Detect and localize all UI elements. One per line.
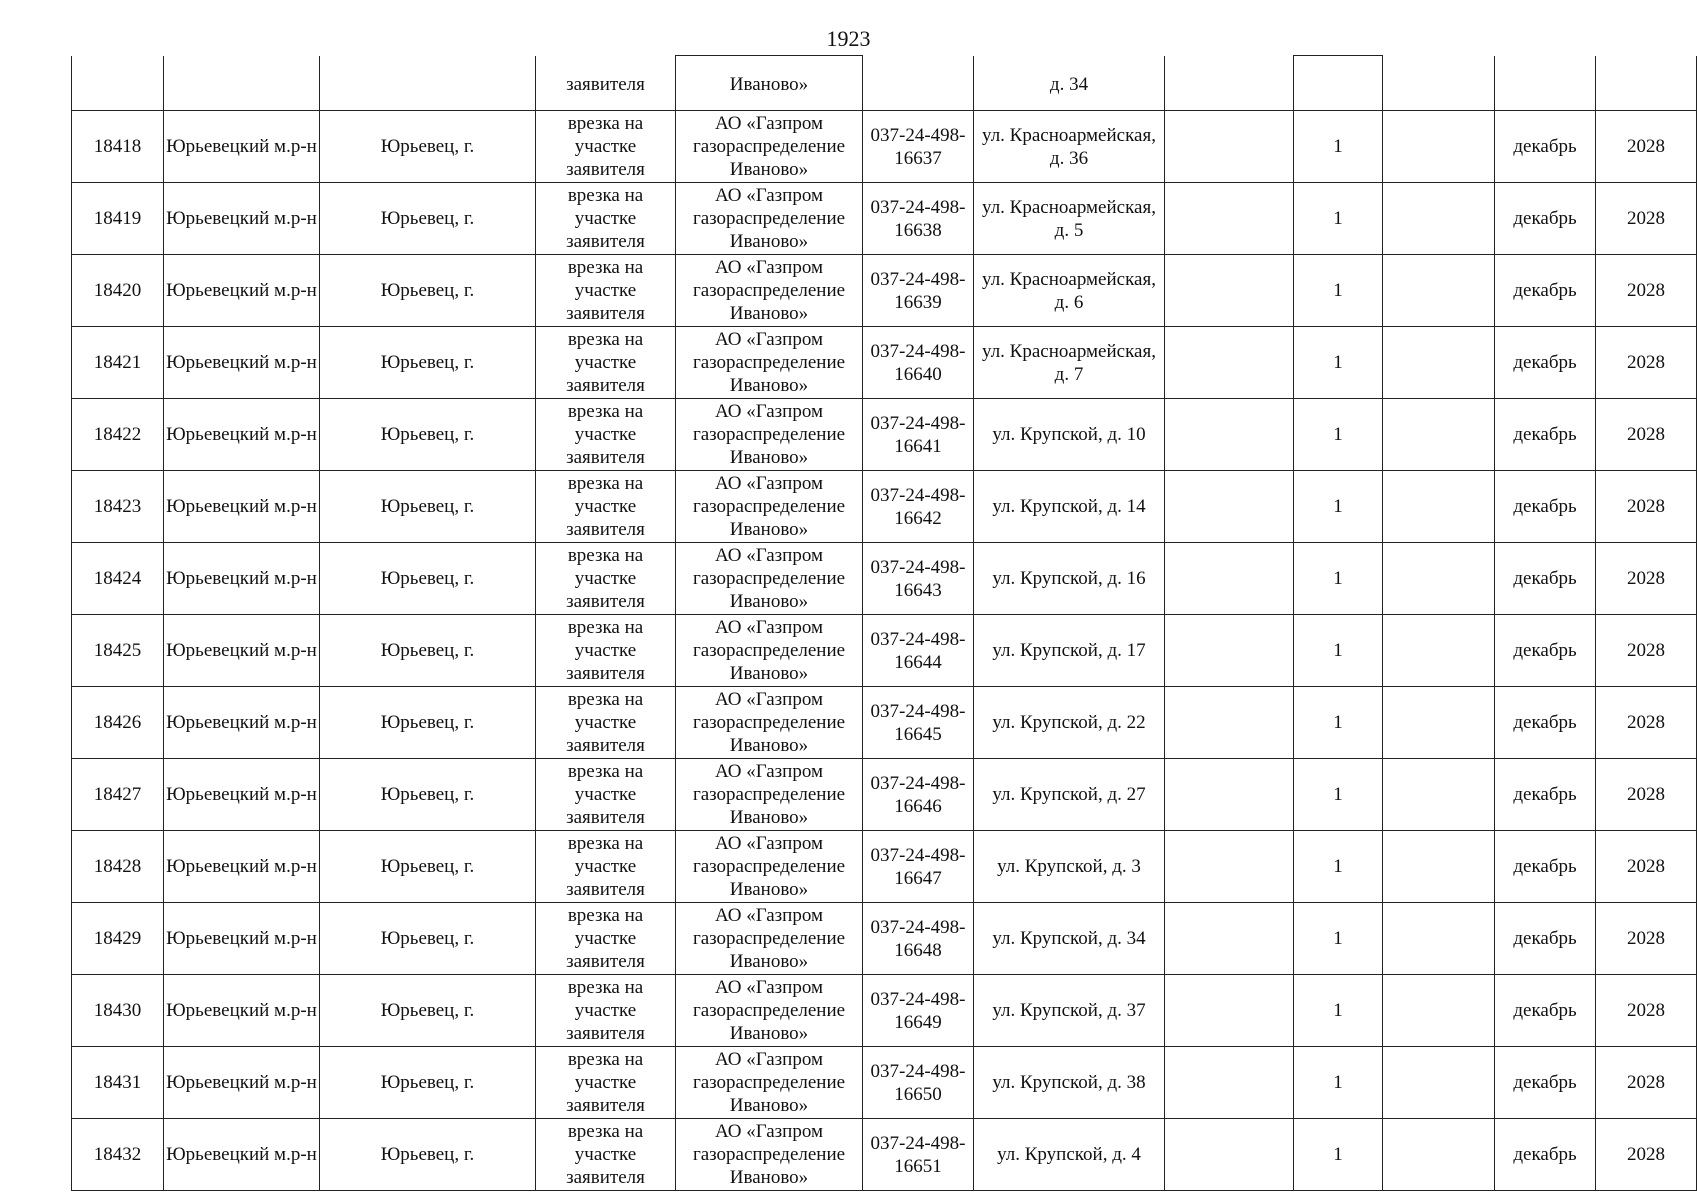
cell-month: декабрь — [1495, 255, 1596, 327]
cell-month: декабрь — [1495, 1119, 1596, 1191]
cell-empty — [1383, 615, 1495, 687]
cell-type: врезка на участке заявителя — [536, 399, 676, 471]
cell-settlement: Юрьевец, г. — [320, 399, 536, 471]
cell-month — [1495, 56, 1596, 111]
cell-empty — [1383, 543, 1495, 615]
cell-district: Юрьевецкий м.р-н — [164, 759, 320, 831]
cell-code: 037-24-498-16648 — [863, 903, 974, 975]
cell-year: 2028 — [1596, 255, 1697, 327]
page-number: 1923 — [826, 26, 871, 51]
cell-settlement: Юрьевец, г. — [320, 1119, 536, 1191]
cell-org: АО «Газпром газораспределение Иваново» — [676, 183, 863, 255]
cell-empty — [1165, 615, 1294, 687]
cell-year: 2028 — [1596, 399, 1697, 471]
cell-month: декабрь — [1495, 615, 1596, 687]
cell-address: ул. Крупской, д. 17 — [974, 615, 1165, 687]
cell-settlement: Юрьевец, г. — [320, 255, 536, 327]
cell-month: декабрь — [1495, 399, 1596, 471]
cell-org: АО «Газпром газораспределение Иваново» — [676, 831, 863, 903]
cell-month: декабрь — [1495, 687, 1596, 759]
cell-code: 037-24-498-16644 — [863, 615, 974, 687]
cell-year: 2028 — [1596, 543, 1697, 615]
cell-address: ул. Крупской, д. 3 — [974, 831, 1165, 903]
cell-empty — [1165, 543, 1294, 615]
cell-settlement: Юрьевец, г. — [320, 687, 536, 759]
cell-no: 18423 — [72, 471, 164, 543]
cell-empty — [1383, 759, 1495, 831]
cell-org: АО «Газпром газораспределение Иваново» — [676, 255, 863, 327]
cell-empty — [1165, 111, 1294, 183]
cell-qty: 1 — [1294, 471, 1383, 543]
cell-year: 2028 — [1596, 903, 1697, 975]
cell-no: 18420 — [72, 255, 164, 327]
cell-qty: 1 — [1294, 759, 1383, 831]
cell-type: врезка на участке заявителя — [536, 1119, 676, 1191]
cell-empty — [1165, 327, 1294, 399]
cell-district: Юрьевецкий м.р-н — [164, 543, 320, 615]
cell-empty — [1383, 111, 1495, 183]
cell-empty — [1383, 183, 1495, 255]
cell-empty — [1165, 687, 1294, 759]
cell-code: 037-24-498-16638 — [863, 183, 974, 255]
cell-month: декабрь — [1495, 975, 1596, 1047]
cell-empty — [1383, 687, 1495, 759]
cell-empty — [1383, 1047, 1495, 1119]
cell-month: декабрь — [1495, 111, 1596, 183]
cell-district: Юрьевецкий м.р-н — [164, 471, 320, 543]
cell-empty — [1165, 56, 1294, 111]
cell-address: ул. Крупской, д. 10 — [974, 399, 1165, 471]
table-row — [72, 255, 1697, 327]
cell-no: 18426 — [72, 687, 164, 759]
cell-qty: 1 — [1294, 111, 1383, 183]
cell-year: 2028 — [1596, 327, 1697, 399]
cell-address: ул. Крупской, д. 27 — [974, 759, 1165, 831]
cell-empty — [1383, 471, 1495, 543]
cell-type: врезка на участке заявителя — [536, 615, 676, 687]
cell-qty — [1294, 56, 1383, 111]
cell-qty: 1 — [1294, 1119, 1383, 1191]
table-body — [72, 56, 1697, 1191]
cell-settlement: Юрьевец, г. — [320, 615, 536, 687]
cell-type: врезка на участке заявителя — [536, 687, 676, 759]
cell-org: АО «Газпром газораспределение Иваново» — [676, 471, 863, 543]
cell-type: врезка на участке заявителя — [536, 975, 676, 1047]
cell-org: АО «Газпром газораспределение Иваново» — [676, 615, 863, 687]
cell-org: АО «Газпром газораспределение Иваново» — [676, 111, 863, 183]
cell-settlement: Юрьевец, г. — [320, 831, 536, 903]
cell-district: Юрьевецкий м.р-н — [164, 975, 320, 1047]
cell-year: 2028 — [1596, 975, 1697, 1047]
cell-district: Юрьевецкий м.р-н — [164, 687, 320, 759]
table-row — [72, 111, 1697, 183]
cell-org: АО «Газпром газораспределение Иваново» — [676, 975, 863, 1047]
cell-code: 037-24-498-16647 — [863, 831, 974, 903]
cell-district: Юрьевецкий м.р-н — [164, 399, 320, 471]
cell-month: декабрь — [1495, 831, 1596, 903]
cell-code — [863, 56, 974, 111]
cell-no: 18422 — [72, 399, 164, 471]
table-row — [72, 471, 1697, 543]
cell-district: Юрьевецкий м.р-н — [164, 183, 320, 255]
cell-address: ул. Красноармейская, д. 5 — [974, 183, 1165, 255]
cell-settlement: Юрьевец, г. — [320, 471, 536, 543]
cell-address: д. 34 — [974, 56, 1165, 111]
cell-no: 18425 — [72, 615, 164, 687]
table-row — [72, 399, 1697, 471]
cell-org: АО «Газпром газораспределение Иваново» — [676, 327, 863, 399]
cell-code: 037-24-498-16642 — [863, 471, 974, 543]
cell-year — [1596, 56, 1697, 111]
cell-empty — [1383, 56, 1495, 111]
cell-empty — [1383, 255, 1495, 327]
registry-table — [71, 55, 1697, 1191]
cell-district: Юрьевецкий м.р-н — [164, 831, 320, 903]
cell-no: 18419 — [72, 183, 164, 255]
cell-year: 2028 — [1596, 687, 1697, 759]
cell-address: ул. Крупской, д. 22 — [974, 687, 1165, 759]
cell-year: 2028 — [1596, 1119, 1697, 1191]
cell-year: 2028 — [1596, 831, 1697, 903]
cell-no: 18427 — [72, 759, 164, 831]
cell-empty — [1383, 831, 1495, 903]
cell-empty — [1165, 399, 1294, 471]
cell-type: врезка на участке заявителя — [536, 759, 676, 831]
table-row — [72, 543, 1697, 615]
cell-settlement: Юрьевец, г. — [320, 111, 536, 183]
cell-year: 2028 — [1596, 759, 1697, 831]
cell-no — [72, 56, 164, 111]
cell-settlement: Юрьевец, г. — [320, 1047, 536, 1119]
cell-district: Юрьевецкий м.р-н — [164, 1119, 320, 1191]
cell-district — [164, 56, 320, 111]
cell-type: врезка на участке заявителя — [536, 327, 676, 399]
cell-empty — [1165, 1119, 1294, 1191]
cell-district: Юрьевецкий м.р-н — [164, 615, 320, 687]
cell-address: ул. Крупской, д. 37 — [974, 975, 1165, 1047]
cell-org: АО «Газпром газораспределение Иваново» — [676, 1047, 863, 1119]
cell-qty: 1 — [1294, 1047, 1383, 1119]
cell-empty — [1165, 255, 1294, 327]
cell-settlement: Юрьевец, г. — [320, 327, 536, 399]
cell-type: врезка на участке заявителя — [536, 255, 676, 327]
cell-address: ул. Красноармейская, д. 7 — [974, 327, 1165, 399]
cell-type: врезка на участке заявителя — [536, 183, 676, 255]
cell-address: ул. Крупской, д. 16 — [974, 543, 1165, 615]
cell-settlement: Юрьевец, г. — [320, 903, 536, 975]
cell-qty: 1 — [1294, 903, 1383, 975]
cell-code: 037-24-498-16643 — [863, 543, 974, 615]
table-row — [72, 327, 1697, 399]
cell-type: врезка на участке заявителя — [536, 543, 676, 615]
cell-code: 037-24-498-16641 — [863, 399, 974, 471]
cell-district: Юрьевецкий м.р-н — [164, 1047, 320, 1119]
table-row — [72, 831, 1697, 903]
cell-month: декабрь — [1495, 183, 1596, 255]
cell-empty — [1383, 903, 1495, 975]
cell-year: 2028 — [1596, 471, 1697, 543]
cell-settlement: Юрьевец, г. — [320, 975, 536, 1047]
cell-month: декабрь — [1495, 543, 1596, 615]
cell-no: 18424 — [72, 543, 164, 615]
cell-qty: 1 — [1294, 255, 1383, 327]
table-row — [72, 687, 1697, 759]
cell-empty — [1383, 327, 1495, 399]
cell-code: 037-24-498-16639 — [863, 255, 974, 327]
cell-qty: 1 — [1294, 687, 1383, 759]
cell-code: 037-24-498-16637 — [863, 111, 974, 183]
cell-no: 18430 — [72, 975, 164, 1047]
cell-empty — [1165, 471, 1294, 543]
table-row — [72, 183, 1697, 255]
cell-code: 037-24-498-16646 — [863, 759, 974, 831]
table-row — [72, 1047, 1697, 1119]
cell-code: 037-24-498-16651 — [863, 1119, 974, 1191]
cell-org: АО «Газпром газораспределение Иваново» — [676, 543, 863, 615]
cell-qty: 1 — [1294, 831, 1383, 903]
cell-empty — [1165, 903, 1294, 975]
table-row — [72, 1119, 1697, 1191]
cell-settlement: Юрьевец, г. — [320, 183, 536, 255]
cell-year: 2028 — [1596, 1047, 1697, 1119]
cell-district: Юрьевецкий м.р-н — [164, 903, 320, 975]
cell-type: врезка на участке заявителя — [536, 903, 676, 975]
cell-code: 037-24-498-16650 — [863, 1047, 974, 1119]
cell-code: 037-24-498-16649 — [863, 975, 974, 1047]
cell-code: 037-24-498-16640 — [863, 327, 974, 399]
cell-qty: 1 — [1294, 183, 1383, 255]
table-row — [72, 903, 1697, 975]
cell-no: 18421 — [72, 327, 164, 399]
cell-empty — [1165, 1047, 1294, 1119]
cell-month: декабрь — [1495, 1047, 1596, 1119]
cell-empty — [1383, 1119, 1495, 1191]
cell-type: врезка на участке заявителя — [536, 111, 676, 183]
cell-org: Иваново» — [676, 56, 863, 111]
cell-org: АО «Газпром газораспределение Иваново» — [676, 759, 863, 831]
cell-month: декабрь — [1495, 327, 1596, 399]
cell-empty — [1165, 183, 1294, 255]
cell-qty: 1 — [1294, 615, 1383, 687]
cell-address: ул. Красноармейская, д. 6 — [974, 255, 1165, 327]
cell-address: ул. Крупской, д. 38 — [974, 1047, 1165, 1119]
cell-year: 2028 — [1596, 111, 1697, 183]
cell-year: 2028 — [1596, 183, 1697, 255]
cell-settlement: Юрьевец, г. — [320, 543, 536, 615]
cell-month: декабрь — [1495, 903, 1596, 975]
cell-district: Юрьевецкий м.р-н — [164, 327, 320, 399]
cell-no: 18431 — [72, 1047, 164, 1119]
cell-empty — [1165, 975, 1294, 1047]
cell-empty — [1165, 831, 1294, 903]
cell-qty: 1 — [1294, 399, 1383, 471]
cell-empty — [1383, 399, 1495, 471]
cell-address: ул. Крупской, д. 34 — [974, 903, 1165, 975]
cell-settlement: Юрьевец, г. — [320, 759, 536, 831]
cell-type: врезка на участке заявителя — [536, 471, 676, 543]
table-row — [72, 975, 1697, 1047]
cell-district: Юрьевецкий м.р-н — [164, 255, 320, 327]
cell-district: Юрьевецкий м.р-н — [164, 111, 320, 183]
cell-month: декабрь — [1495, 759, 1596, 831]
cell-no: 18429 — [72, 903, 164, 975]
cell-qty: 1 — [1294, 975, 1383, 1047]
cell-org: АО «Газпром газораспределение Иваново» — [676, 687, 863, 759]
cell-type: врезка на участке заявителя — [536, 1047, 676, 1119]
cell-type: врезка на участке заявителя — [536, 831, 676, 903]
cell-settlement — [320, 56, 536, 111]
cell-qty: 1 — [1294, 327, 1383, 399]
cell-org: АО «Газпром газораспределение Иваново» — [676, 903, 863, 975]
cell-address: ул. Крупской, д. 14 — [974, 471, 1165, 543]
cell-org: АО «Газпром газораспределение Иваново» — [676, 1119, 863, 1191]
cell-empty — [1383, 975, 1495, 1047]
cell-month: декабрь — [1495, 471, 1596, 543]
cell-address: ул. Крупской, д. 4 — [974, 1119, 1165, 1191]
cell-code: 037-24-498-16645 — [863, 687, 974, 759]
cell-address: ул. Красноармейская, д. 36 — [974, 111, 1165, 183]
cell-no: 18432 — [72, 1119, 164, 1191]
cell-empty — [1165, 759, 1294, 831]
cell-no: 18428 — [72, 831, 164, 903]
cell-year: 2028 — [1596, 615, 1697, 687]
cell-org: АО «Газпром газораспределение Иваново» — [676, 399, 863, 471]
cell-no: 18418 — [72, 111, 164, 183]
table-row — [72, 759, 1697, 831]
table-row-continuation — [72, 56, 1697, 111]
cell-qty: 1 — [1294, 543, 1383, 615]
cell-type: заявителя — [536, 56, 676, 111]
table-row — [72, 615, 1697, 687]
